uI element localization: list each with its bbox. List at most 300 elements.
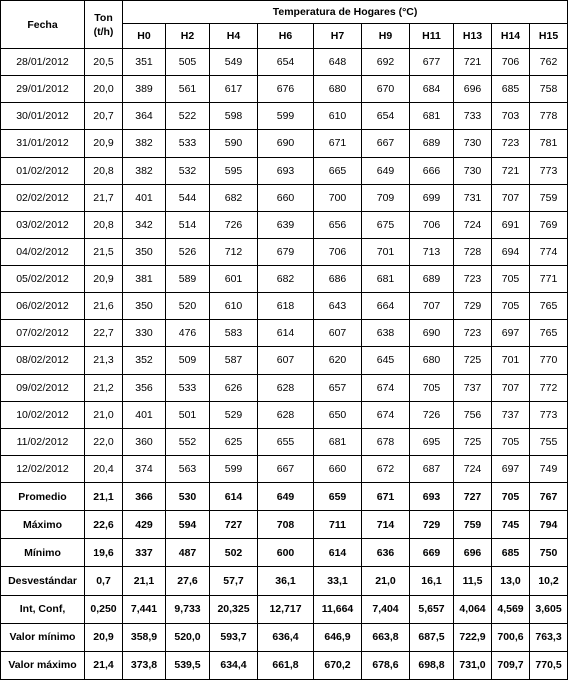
cell-summary-value: 5,657 — [410, 595, 454, 623]
cell-temp: 682 — [258, 266, 314, 293]
cell-summary-value: 366 — [123, 483, 166, 511]
summary-row — [1, 595, 568, 623]
header-ton-line2: (t/h) — [93, 25, 114, 38]
cell-temp: 342 — [123, 211, 166, 238]
summary-row — [1, 511, 568, 539]
cell-temp: 674 — [362, 374, 410, 401]
cell-summary-value: 530 — [166, 483, 210, 511]
cell-temp: 771 — [530, 266, 568, 293]
cell-temp: 694 — [492, 238, 530, 265]
cell-temp: 351 — [123, 49, 166, 76]
cell-summary-value: 16,1 — [410, 567, 454, 595]
cell-summary-value: 520,0 — [166, 623, 210, 651]
cell-summary-value: 636 — [362, 539, 410, 567]
cell-summary-ton: 22,6 — [85, 511, 123, 539]
cell-fecha: 29/01/2012 — [1, 76, 85, 103]
header-col-h6: H6 — [258, 24, 314, 49]
cell-temp: 671 — [314, 130, 362, 157]
cell-summary-value: 729 — [410, 511, 454, 539]
cell-temp: 476 — [166, 320, 210, 347]
header-col-h0: H0 — [123, 24, 166, 49]
cell-temp: 681 — [362, 266, 410, 293]
header-col-h15: H15 — [530, 24, 568, 49]
cell-temp: 628 — [258, 374, 314, 401]
cell-temp: 598 — [210, 103, 258, 130]
cell-temp: 638 — [362, 320, 410, 347]
cell-ton: 22,7 — [85, 320, 123, 347]
cell-temp: 689 — [410, 130, 454, 157]
cell-temp: 529 — [210, 401, 258, 428]
cell-summary-ton: 0,7 — [85, 567, 123, 595]
cell-temp: 617 — [210, 76, 258, 103]
cell-summary-value: 709,7 — [492, 651, 530, 679]
cell-ton: 20,5 — [85, 49, 123, 76]
cell-temp: 693 — [258, 157, 314, 184]
cell-temp: 360 — [123, 428, 166, 455]
cell-temp: 707 — [410, 293, 454, 320]
cell-summary-value: 714 — [362, 511, 410, 539]
cell-temp: 522 — [166, 103, 210, 130]
cell-ton: 20,8 — [85, 157, 123, 184]
cell-temp: 533 — [166, 130, 210, 157]
cell-temp: 690 — [410, 320, 454, 347]
cell-fecha: 03/02/2012 — [1, 211, 85, 238]
table-row — [1, 238, 568, 265]
table-row — [1, 374, 568, 401]
cell-summary-value: 373,8 — [123, 651, 166, 679]
cell-summary-value: 429 — [123, 511, 166, 539]
cell-fecha: 31/01/2012 — [1, 130, 85, 157]
summary-row — [1, 567, 568, 595]
table-row — [1, 103, 568, 130]
cell-temp: 675 — [362, 211, 410, 238]
header-ton-line1: Ton — [94, 11, 113, 24]
cell-summary-value: 593,7 — [210, 623, 258, 651]
header-col-h9: H9 — [362, 24, 410, 49]
cell-temp: 681 — [410, 103, 454, 130]
cell-temp: 705 — [492, 428, 530, 455]
cell-temp: 670 — [362, 76, 410, 103]
header-col-h11: H11 — [410, 24, 454, 49]
header-col-h4: H4 — [210, 24, 258, 49]
cell-temp: 655 — [258, 428, 314, 455]
cell-temp: 686 — [314, 266, 362, 293]
cell-temp: 654 — [258, 49, 314, 76]
cell-temp: 755 — [530, 428, 568, 455]
cell-temp: 772 — [530, 374, 568, 401]
cell-temp: 532 — [166, 157, 210, 184]
table-row — [1, 401, 568, 428]
cell-temp: 599 — [210, 455, 258, 482]
cell-temp: 725 — [454, 347, 492, 374]
cell-temp: 762 — [530, 49, 568, 76]
cell-temp: 364 — [123, 103, 166, 130]
cell-temp: 607 — [258, 347, 314, 374]
cell-temp: 583 — [210, 320, 258, 347]
header-col-h7: H7 — [314, 24, 362, 49]
cell-summary-ton: 0,250 — [85, 595, 123, 623]
cell-temp: 667 — [258, 455, 314, 482]
cell-ton: 21,6 — [85, 293, 123, 320]
cell-temp: 649 — [362, 157, 410, 184]
cell-temp: 726 — [410, 401, 454, 428]
cell-temp: 781 — [530, 130, 568, 157]
cell-temp: 765 — [530, 293, 568, 320]
cell-temp: 505 — [166, 49, 210, 76]
cell-summary-value: 687,5 — [410, 623, 454, 651]
cell-fecha: 08/02/2012 — [1, 347, 85, 374]
header-col-h13: H13 — [454, 24, 492, 49]
cell-summary-value: 21,1 — [123, 567, 166, 595]
cell-temp: 709 — [362, 184, 410, 211]
cell-temp: 756 — [454, 401, 492, 428]
cell-temp: 665 — [314, 157, 362, 184]
cell-temp: 687 — [410, 455, 454, 482]
cell-summary-ton: 21,1 — [85, 483, 123, 511]
cell-summary-label: Mínimo — [1, 539, 85, 567]
cell-fecha: 09/02/2012 — [1, 374, 85, 401]
cell-temp: 730 — [454, 157, 492, 184]
cell-temp: 666 — [410, 157, 454, 184]
cell-summary-value: 745 — [492, 511, 530, 539]
cell-summary-value: 671 — [362, 483, 410, 511]
cell-ton: 20,0 — [85, 76, 123, 103]
cell-summary-label: Desvestándar — [1, 567, 85, 595]
cell-temp: 674 — [362, 401, 410, 428]
cell-temp: 700 — [314, 184, 362, 211]
cell-temp: 618 — [258, 293, 314, 320]
cell-ton: 21,5 — [85, 238, 123, 265]
cell-temp: 595 — [210, 157, 258, 184]
cell-temp: 352 — [123, 347, 166, 374]
cell-temp: 610 — [314, 103, 362, 130]
cell-temp: 759 — [530, 184, 568, 211]
cell-temp: 691 — [492, 211, 530, 238]
cell-temp: 563 — [166, 455, 210, 482]
cell-summary-value: 646,9 — [314, 623, 362, 651]
cell-temp: 382 — [123, 130, 166, 157]
cell-summary-value: 722,9 — [454, 623, 492, 651]
cell-summary-label: Máximo — [1, 511, 85, 539]
cell-summary-value: 767 — [530, 483, 568, 511]
cell-summary-value: 661,8 — [258, 651, 314, 679]
cell-temp: 696 — [454, 76, 492, 103]
cell-summary-value: 21,0 — [362, 567, 410, 595]
table-row — [1, 293, 568, 320]
cell-temp: 731 — [454, 184, 492, 211]
cell-temp: 706 — [410, 211, 454, 238]
table-row — [1, 157, 568, 184]
cell-temp: 705 — [410, 374, 454, 401]
cell-temp: 626 — [210, 374, 258, 401]
cell-summary-value: 10,2 — [530, 567, 568, 595]
cell-ton: 20,9 — [85, 130, 123, 157]
cell-fecha: 05/02/2012 — [1, 266, 85, 293]
cell-summary-value: 669 — [410, 539, 454, 567]
cell-temp: 625 — [210, 428, 258, 455]
cell-summary-value: 7,404 — [362, 595, 410, 623]
table-row — [1, 428, 568, 455]
cell-summary-ton: 20,9 — [85, 623, 123, 651]
cell-summary-value: 337 — [123, 539, 166, 567]
cell-temp: 737 — [492, 401, 530, 428]
cell-summary-value: 750 — [530, 539, 568, 567]
cell-temp: 707 — [492, 374, 530, 401]
cell-temp: 726 — [210, 211, 258, 238]
cell-temp: 728 — [454, 238, 492, 265]
cell-temp: 724 — [454, 455, 492, 482]
cell-temp: 681 — [314, 428, 362, 455]
table-row — [1, 266, 568, 293]
cell-fecha: 10/02/2012 — [1, 401, 85, 428]
cell-temp: 707 — [492, 184, 530, 211]
cell-summary-value: 670,2 — [314, 651, 362, 679]
cell-temp: 712 — [210, 238, 258, 265]
cell-temp: 628 — [258, 401, 314, 428]
cell-temp: 769 — [530, 211, 568, 238]
cell-temp: 721 — [454, 49, 492, 76]
cell-temp: 677 — [410, 49, 454, 76]
cell-temp: 713 — [410, 238, 454, 265]
cell-temp: 680 — [410, 347, 454, 374]
cell-temp: 723 — [454, 320, 492, 347]
cell-temp: 765 — [530, 320, 568, 347]
cell-summary-value: 614 — [210, 483, 258, 511]
cell-temp: 590 — [210, 130, 258, 157]
cell-temp: 689 — [410, 266, 454, 293]
cell-fecha: 30/01/2012 — [1, 103, 85, 130]
cell-summary-label: Valor mínimo — [1, 623, 85, 651]
cell-temp: 654 — [362, 103, 410, 130]
cell-temp: 723 — [454, 266, 492, 293]
cell-temp: 706 — [314, 238, 362, 265]
cell-temp: 770 — [530, 347, 568, 374]
cell-summary-value: 663,8 — [362, 623, 410, 651]
cell-summary-value: 358,9 — [123, 623, 166, 651]
cell-ton: 22,0 — [85, 428, 123, 455]
cell-ton: 21,7 — [85, 184, 123, 211]
cell-temp: 778 — [530, 103, 568, 130]
cell-summary-value: 13,0 — [492, 567, 530, 595]
cell-temp: 685 — [492, 76, 530, 103]
cell-summary-value: 3,605 — [530, 595, 568, 623]
header-temp-group: Temperatura de Hogares (°C) — [123, 1, 568, 24]
cell-ton: 21,2 — [85, 374, 123, 401]
cell-fecha: 04/02/2012 — [1, 238, 85, 265]
cell-fecha: 06/02/2012 — [1, 293, 85, 320]
cell-temp: 773 — [530, 401, 568, 428]
cell-summary-value: 705 — [492, 483, 530, 511]
cell-summary-value: 696 — [454, 539, 492, 567]
cell-summary-value: 693 — [410, 483, 454, 511]
cell-summary-value: 659 — [314, 483, 362, 511]
cell-summary-label: Int, Conf, — [1, 595, 85, 623]
cell-temp: 730 — [454, 130, 492, 157]
cell-temp: 610 — [210, 293, 258, 320]
cell-summary-value: 649 — [258, 483, 314, 511]
cell-temp: 703 — [492, 103, 530, 130]
summary-row — [1, 539, 568, 567]
header-fecha: Fecha — [1, 1, 85, 49]
cell-summary-value: 27,6 — [166, 567, 210, 595]
table-row — [1, 320, 568, 347]
cell-summary-value: 770,5 — [530, 651, 568, 679]
cell-temp: 690 — [258, 130, 314, 157]
table-body — [1, 49, 568, 680]
cell-temp: 599 — [258, 103, 314, 130]
cell-summary-value: 539,5 — [166, 651, 210, 679]
cell-ton: 21,0 — [85, 401, 123, 428]
cell-temp: 356 — [123, 374, 166, 401]
cell-summary-value: 727 — [210, 511, 258, 539]
cell-temp: 501 — [166, 401, 210, 428]
cell-temp: 676 — [258, 76, 314, 103]
cell-temp: 533 — [166, 374, 210, 401]
cell-temp: 650 — [314, 401, 362, 428]
header-ton — [85, 1, 123, 49]
cell-temp: 695 — [410, 428, 454, 455]
cell-temp: 381 — [123, 266, 166, 293]
cell-summary-value: 4,064 — [454, 595, 492, 623]
cell-temp: 607 — [314, 320, 362, 347]
cell-temp: 692 — [362, 49, 410, 76]
table-row — [1, 211, 568, 238]
cell-temp: 350 — [123, 238, 166, 265]
cell-temp: 682 — [210, 184, 258, 211]
cell-summary-value: 731,0 — [454, 651, 492, 679]
cell-summary-value: 12,717 — [258, 595, 314, 623]
cell-summary-value: 57,7 — [210, 567, 258, 595]
cell-summary-value: 708 — [258, 511, 314, 539]
cell-temp: 587 — [210, 347, 258, 374]
table-row — [1, 130, 568, 157]
cell-temp: 645 — [362, 347, 410, 374]
cell-summary-value: 700,6 — [492, 623, 530, 651]
cell-summary-value: 763,3 — [530, 623, 568, 651]
cell-fecha: 12/02/2012 — [1, 455, 85, 482]
cell-temp: 701 — [492, 347, 530, 374]
cell-temp: 749 — [530, 455, 568, 482]
summary-row — [1, 483, 568, 511]
cell-temp: 589 — [166, 266, 210, 293]
cell-temp: 389 — [123, 76, 166, 103]
cell-temp: 678 — [362, 428, 410, 455]
cell-temp: 382 — [123, 157, 166, 184]
cell-temp: 601 — [210, 266, 258, 293]
cell-temp: 656 — [314, 211, 362, 238]
cell-ton: 21,3 — [85, 347, 123, 374]
cell-temp: 705 — [492, 266, 530, 293]
cell-ton: 20,7 — [85, 103, 123, 130]
cell-ton: 20,4 — [85, 455, 123, 482]
cell-temp: 648 — [314, 49, 362, 76]
table-header — [1, 1, 568, 49]
cell-temp: 657 — [314, 374, 362, 401]
header-col-h14: H14 — [492, 24, 530, 49]
cell-temp: 725 — [454, 428, 492, 455]
table-row — [1, 184, 568, 211]
table-row — [1, 347, 568, 374]
cell-summary-value: 759 — [454, 511, 492, 539]
cell-temp: 639 — [258, 211, 314, 238]
cell-summary-value: 727 — [454, 483, 492, 511]
cell-temp: 699 — [410, 184, 454, 211]
cell-summary-value: 7,441 — [123, 595, 166, 623]
summary-row — [1, 623, 568, 651]
cell-ton: 20,8 — [85, 211, 123, 238]
cell-temp: 723 — [492, 130, 530, 157]
cell-summary-value: 636,4 — [258, 623, 314, 651]
cell-summary-value: 600 — [258, 539, 314, 567]
cell-temp: 701 — [362, 238, 410, 265]
cell-summary-value: 678,6 — [362, 651, 410, 679]
cell-summary-value: 20,325 — [210, 595, 258, 623]
cell-temp: 549 — [210, 49, 258, 76]
cell-temp: 773 — [530, 157, 568, 184]
cell-summary-value: 698,8 — [410, 651, 454, 679]
cell-fecha: 01/02/2012 — [1, 157, 85, 184]
header-col-h2: H2 — [166, 24, 210, 49]
cell-fecha: 11/02/2012 — [1, 428, 85, 455]
cell-temp: 614 — [258, 320, 314, 347]
cell-temp: 401 — [123, 401, 166, 428]
cell-temp: 758 — [530, 76, 568, 103]
cell-summary-value: 502 — [210, 539, 258, 567]
cell-temp: 724 — [454, 211, 492, 238]
cell-summary-value: 487 — [166, 539, 210, 567]
cell-fecha: 02/02/2012 — [1, 184, 85, 211]
cell-summary-value: 4,569 — [492, 595, 530, 623]
cell-temp: 660 — [314, 455, 362, 482]
cell-temp: 733 — [454, 103, 492, 130]
cell-summary-value: 594 — [166, 511, 210, 539]
cell-temp: 620 — [314, 347, 362, 374]
cell-temp: 680 — [314, 76, 362, 103]
cell-summary-value: 11,5 — [454, 567, 492, 595]
cell-summary-ton: 19,6 — [85, 539, 123, 567]
cell-temp: 552 — [166, 428, 210, 455]
cell-temp: 705 — [492, 293, 530, 320]
cell-temp: 514 — [166, 211, 210, 238]
cell-temp: 684 — [410, 76, 454, 103]
cell-summary-label: Promedio — [1, 483, 85, 511]
cell-fecha: 28/01/2012 — [1, 49, 85, 76]
cell-temp: 544 — [166, 184, 210, 211]
cell-summary-label: Valor máximo — [1, 651, 85, 679]
cell-summary-value: 9,733 — [166, 595, 210, 623]
cell-temp: 520 — [166, 293, 210, 320]
cell-temp: 374 — [123, 455, 166, 482]
cell-temp: 664 — [362, 293, 410, 320]
table-row — [1, 49, 568, 76]
cell-summary-value: 33,1 — [314, 567, 362, 595]
cell-summary-value: 11,664 — [314, 595, 362, 623]
summary-row — [1, 651, 568, 679]
cell-temp: 526 — [166, 238, 210, 265]
cell-temp: 706 — [492, 49, 530, 76]
cell-temp: 643 — [314, 293, 362, 320]
cell-temp: 667 — [362, 130, 410, 157]
cell-temp: 679 — [258, 238, 314, 265]
cell-temp: 401 — [123, 184, 166, 211]
cell-temp: 729 — [454, 293, 492, 320]
cell-temp: 672 — [362, 455, 410, 482]
cell-temp: 330 — [123, 320, 166, 347]
cell-temp: 509 — [166, 347, 210, 374]
cell-fecha: 07/02/2012 — [1, 320, 85, 347]
cell-temp: 737 — [454, 374, 492, 401]
cell-temp: 774 — [530, 238, 568, 265]
